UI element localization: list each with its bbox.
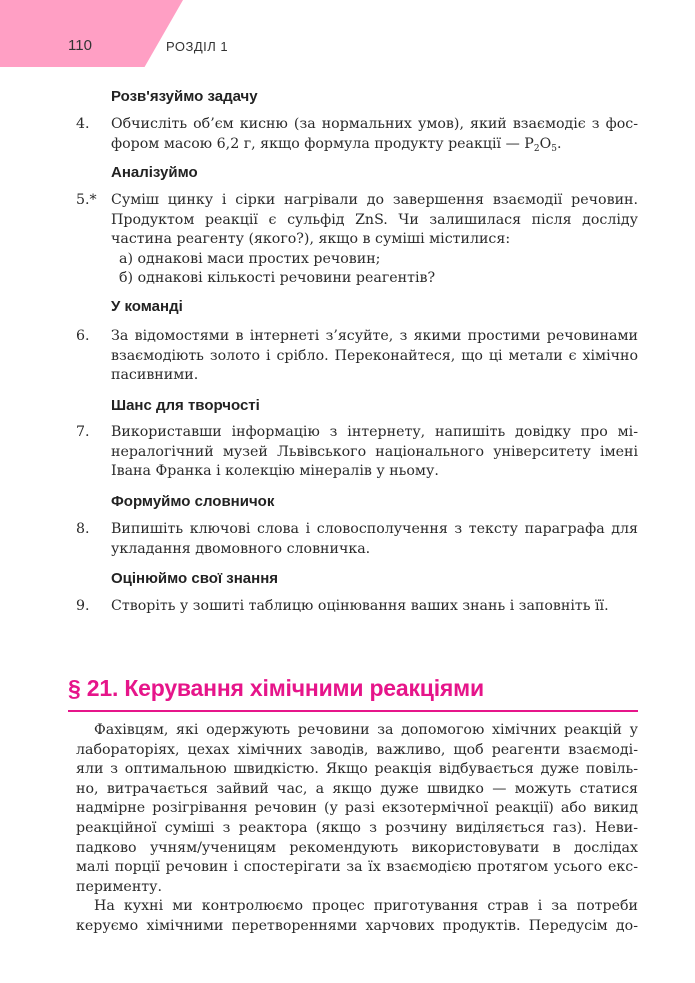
task-heading: Оцінюймо свої знання <box>111 570 279 587</box>
paragraph-title: § 21. Керування хімічними реакціями <box>68 675 484 701</box>
task-item <box>76 520 638 559</box>
task-line: взаємодіють золото і срібло. Переконайтеся, що ці метали є хімічно <box>111 347 638 364</box>
task-number: 7. <box>76 424 90 440</box>
task-heading: У команді <box>111 298 183 315</box>
body-line: Фахівцям, які одержують речовини за допомогою хімічних реакцій у <box>94 722 638 738</box>
task-item <box>76 327 638 386</box>
body-line: реакційної суміші з реактора (якщо з розчину виділяється газ). Неви- <box>76 819 638 836</box>
task-line: Івана Франка і колекцію мінералів у ньому. <box>111 463 439 479</box>
task-line: Суміш цинку і сірки нагрівали до завершення взаємодії речовин. <box>111 192 638 208</box>
task-line: частина реагенту (якого?), якщо в суміші містилися: <box>111 231 511 247</box>
paragraph-body <box>76 721 638 937</box>
title-underline <box>68 710 638 712</box>
task-heading: Аналізуймо <box>111 164 198 181</box>
task-line: Створіть у зошиті таблицю оцінювання ваших знань і заповніть її. <box>111 598 609 614</box>
task-line: Випишіть ключові слова і словосполучення з тексту параграфа для <box>111 521 638 537</box>
body-line: перименту. <box>76 878 162 895</box>
task-line: фором масою 6,2 г, якщо формула продукту реакції — $P_2O_5$. <box>111 135 562 154</box>
body-line: малі порції речовин і спостерігати за їх взаємодією протягом усього екс- <box>76 859 638 876</box>
task-number: 9. <box>76 598 90 614</box>
task-number: 4. <box>76 116 90 132</box>
task-line: За відомостями в інтернеті з’ясуйте, з якими простими речовинами <box>111 328 638 344</box>
task-number: 6. <box>76 328 90 344</box>
page-number: 110 <box>68 37 92 54</box>
body-line: На кухні ми контролюємо процес приготування страв і за потреби <box>94 898 638 915</box>
body-line: керуємо хімічними перетвореннями харчових продуктів. Передусім до- <box>76 917 638 934</box>
body-line: яли з оптимальною швидкістю. Якщо реакція відбувається дуже повіль- <box>76 761 638 778</box>
task-heading: Формуймо словничок <box>111 493 275 510</box>
task-line: укладання двомовного словничка. <box>111 540 371 557</box>
task-line: Використавши інформацію з інтернету, напишіть довідку про мі- <box>111 424 638 440</box>
task-item <box>76 423 638 482</box>
header-accent-band <box>0 0 183 67</box>
task-subitem-a: а) однакові маси простих речовин; <box>119 250 381 267</box>
task-subitem-b: б) однакові кількості речовини реагентів? <box>119 270 436 286</box>
task-line: Обчисліть об’єм кисню (за нормальних умов), який взаємодіє з фос- <box>111 116 638 132</box>
task-line: Продуктом реакції є сульфід ZnS. Чи залишилася після досліду <box>111 211 638 228</box>
task-item <box>76 597 638 617</box>
body-line: падково учням/ученицям рекомендують використовувати в дослідах <box>76 839 638 856</box>
task-heading: Розв'язуймо задачу <box>111 88 258 105</box>
task-item <box>76 115 638 154</box>
body-line: лабораторіях, цехах хімічних заводів, важливо, щоб реагенти взаємоді- <box>76 741 638 758</box>
body-line: но, витрачається зайвий час, а якщо дуже швидко — можуть статися <box>76 780 638 797</box>
task-number: 5.* <box>76 192 97 208</box>
task-heading: Шанс для творчості <box>111 397 260 414</box>
section-label: РОЗДІЛ 1 <box>166 39 229 54</box>
task-line: нералогічний музей Львівського національного університету імені <box>111 443 638 460</box>
body-line: надмірне розігрівання речовин (у разі екзотермічної реакції) або викид <box>76 800 638 817</box>
task-number: 8. <box>76 521 90 537</box>
task-item <box>76 191 638 289</box>
task-line: пасивними. <box>111 367 199 383</box>
